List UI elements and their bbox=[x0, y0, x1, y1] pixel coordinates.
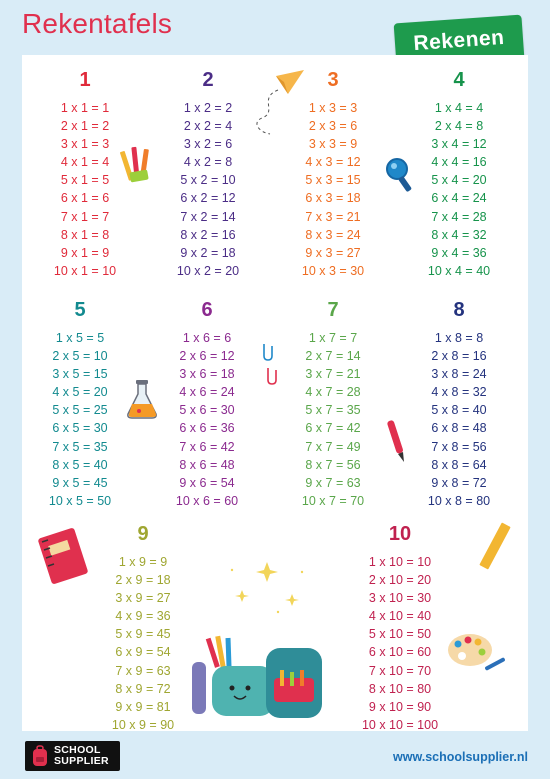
table-row: 8 x 10 = 80 bbox=[368, 681, 432, 696]
sparkle-icon bbox=[222, 560, 312, 620]
logo-line-2: SUPPLIER bbox=[54, 755, 109, 767]
school-supplies-icon bbox=[190, 632, 330, 722]
table-row: 6 x 6 = 36 bbox=[179, 421, 235, 436]
magnifier-icon bbox=[384, 156, 416, 196]
table-row: 3 x 3 = 9 bbox=[308, 137, 358, 152]
table-row: 8 x 6 = 48 bbox=[179, 457, 235, 472]
table-row: 7 x 1 = 7 bbox=[60, 209, 110, 224]
table-row: 8 x 9 = 72 bbox=[115, 681, 171, 696]
table-row: 1 x 1 = 1 bbox=[60, 101, 110, 115]
table-row: 1 x 9 = 9 bbox=[118, 555, 168, 569]
times-table-2 bbox=[163, 68, 253, 280]
table-row: 8 x 5 = 40 bbox=[52, 457, 108, 472]
table-row: 9 x 8 = 72 bbox=[431, 475, 487, 490]
table-number: 1 bbox=[79, 69, 91, 91]
table-row: 4 x 3 = 12 bbox=[305, 155, 361, 170]
table-row: 6 x 9 = 54 bbox=[115, 645, 171, 660]
table-row: 4 x 6 = 24 bbox=[179, 385, 235, 400]
table-row: 1 x 8 = 8 bbox=[434, 331, 484, 345]
table-row: 3 x 10 = 30 bbox=[368, 591, 432, 606]
table-row: 2 x 3 = 6 bbox=[308, 119, 358, 134]
table-row: 8 x 1 = 8 bbox=[60, 227, 110, 242]
table-row: 1 x 10 = 10 bbox=[368, 555, 432, 569]
table-row: 4 x 10 = 40 bbox=[368, 609, 432, 624]
table-row: 10 x 4 = 40 bbox=[427, 263, 491, 278]
table-number: 4 bbox=[453, 69, 465, 91]
backpack-icon bbox=[31, 745, 49, 767]
flask-icon bbox=[124, 378, 160, 420]
table-row: 7 x 2 = 14 bbox=[180, 209, 236, 224]
table-row: 9 x 4 = 36 bbox=[431, 245, 487, 260]
subject-badge: Rekenen bbox=[394, 15, 525, 68]
table-row: 7 x 4 = 28 bbox=[431, 209, 487, 224]
table-row: 3 x 5 = 15 bbox=[52, 367, 108, 382]
table-row: 3 x 8 = 24 bbox=[431, 367, 487, 382]
table-number: 3 bbox=[327, 69, 339, 91]
table-row: 2 x 2 = 4 bbox=[183, 119, 233, 134]
table-number: 8 bbox=[453, 299, 465, 321]
table-row: 7 x 10 = 70 bbox=[368, 663, 432, 678]
table-row: 10 x 2 = 20 bbox=[176, 263, 240, 278]
table-row: 5 x 5 = 25 bbox=[52, 403, 108, 418]
table-row: 6 x 7 = 42 bbox=[305, 421, 361, 436]
table-row: 9 x 6 = 54 bbox=[179, 475, 235, 490]
paper-plane-icon bbox=[248, 68, 308, 138]
schoolsupplier-logo bbox=[25, 741, 120, 771]
table-row: 6 x 1 = 6 bbox=[60, 191, 110, 206]
table-row: 6 x 2 = 12 bbox=[180, 191, 236, 206]
table-row: 4 x 1 = 4 bbox=[60, 155, 110, 170]
table-row: 3 x 6 = 18 bbox=[179, 367, 235, 382]
table-row: 8 x 8 = 64 bbox=[431, 457, 487, 472]
table-number: 5 bbox=[74, 299, 86, 321]
table-row: 6 x 4 = 24 bbox=[431, 191, 487, 206]
table-row: 7 x 7 = 49 bbox=[305, 439, 361, 454]
table-row: 8 x 2 = 16 bbox=[180, 227, 236, 242]
table-row: 1 x 6 = 6 bbox=[182, 331, 232, 345]
table-row: 10 x 5 = 50 bbox=[48, 493, 112, 508]
table-row: 8 x 7 = 56 bbox=[305, 457, 361, 472]
table-row: 8 x 4 = 32 bbox=[431, 227, 487, 242]
table-row: 4 x 4 = 16 bbox=[431, 155, 487, 170]
logo-line-1: SCHOOL bbox=[54, 744, 101, 756]
table-row: 4 x 5 = 20 bbox=[52, 385, 108, 400]
table-row: 2 x 4 = 8 bbox=[434, 119, 484, 134]
table-row: 2 x 8 = 16 bbox=[431, 349, 487, 364]
table-row: 1 x 5 = 5 bbox=[55, 331, 105, 345]
times-table-1 bbox=[40, 68, 130, 280]
times-table-9 bbox=[88, 522, 198, 734]
table-row: 5 x 8 = 40 bbox=[431, 403, 487, 418]
times-table-7 bbox=[288, 298, 378, 510]
table-row: 7 x 6 = 42 bbox=[179, 439, 235, 454]
table-row: 2 x 9 = 18 bbox=[115, 573, 171, 588]
table-number: 9 bbox=[137, 523, 149, 545]
table-row: 7 x 5 = 35 bbox=[52, 439, 108, 454]
times-table-5 bbox=[35, 298, 125, 510]
table-row: 2 x 6 = 12 bbox=[179, 349, 235, 364]
table-row: 8 x 3 = 24 bbox=[305, 227, 361, 242]
table-row: 5 x 9 = 45 bbox=[115, 627, 171, 642]
table-row: 5 x 6 = 30 bbox=[179, 403, 235, 418]
table-row: 9 x 9 = 81 bbox=[115, 699, 171, 714]
table-row: 3 x 9 = 27 bbox=[115, 591, 171, 606]
table-row: 7 x 3 = 21 bbox=[305, 209, 361, 224]
paperclip-icon bbox=[258, 340, 282, 388]
table-row: 2 x 10 = 20 bbox=[368, 573, 432, 588]
table-row: 7 x 8 = 56 bbox=[431, 439, 487, 454]
table-row: 2 x 7 = 14 bbox=[305, 349, 361, 364]
table-row: 2 x 1 = 2 bbox=[60, 119, 110, 134]
table-row: 2 x 5 = 10 bbox=[52, 349, 108, 364]
table-row: 5 x 3 = 15 bbox=[305, 173, 361, 188]
table-row: 4 x 8 = 32 bbox=[431, 385, 487, 400]
website-link[interactable]: www.schoolsupplier.nl bbox=[393, 750, 528, 764]
table-row: 1 x 2 = 2 bbox=[183, 101, 233, 115]
table-row: 5 x 1 = 5 bbox=[60, 173, 110, 188]
table-number: 7 bbox=[327, 299, 339, 321]
table-row: 6 x 5 = 30 bbox=[52, 421, 108, 436]
pencils-icon bbox=[120, 145, 156, 187]
table-row: 3 x 7 = 21 bbox=[305, 367, 361, 382]
table-row: 5 x 4 = 20 bbox=[431, 173, 487, 188]
table-row: 9 x 10 = 90 bbox=[368, 699, 432, 714]
table-row: 6 x 3 = 18 bbox=[305, 191, 361, 206]
times-table-10 bbox=[345, 522, 455, 734]
table-row: 9 x 1 = 9 bbox=[60, 245, 110, 260]
table-row: 7 x 9 = 63 bbox=[115, 663, 171, 678]
table-row: 10 x 9 = 90 bbox=[111, 717, 175, 732]
table-number: 2 bbox=[202, 69, 214, 91]
table-row: 1 x 7 = 7 bbox=[308, 331, 358, 345]
table-row: 10 x 1 = 10 bbox=[53, 263, 117, 278]
table-row: 10 x 6 = 60 bbox=[175, 493, 239, 508]
table-row: 3 x 2 = 6 bbox=[183, 137, 233, 152]
pen-icon bbox=[384, 418, 408, 464]
table-row: 6 x 10 = 60 bbox=[368, 645, 432, 660]
table-row: 10 x 3 = 30 bbox=[301, 263, 365, 278]
table-row: 3 x 4 = 12 bbox=[431, 137, 487, 152]
page-title: Rekentafels bbox=[22, 8, 173, 39]
ruler-icon bbox=[476, 522, 516, 572]
notebook-icon bbox=[38, 528, 88, 584]
table-number: 10 bbox=[388, 523, 412, 545]
table-row: 4 x 7 = 28 bbox=[305, 385, 361, 400]
table-row: 6 x 8 = 48 bbox=[431, 421, 487, 436]
times-table-8 bbox=[414, 298, 504, 510]
table-row: 10 x 8 = 80 bbox=[427, 493, 491, 508]
table-row: 1 x 3 = 3 bbox=[308, 101, 358, 115]
table-row: 4 x 2 = 8 bbox=[183, 155, 233, 170]
table-row: 1 x 4 = 4 bbox=[434, 101, 484, 115]
table-number: 6 bbox=[201, 299, 213, 321]
table-row: 10 x 7 = 70 bbox=[301, 493, 365, 508]
table-row: 5 x 2 = 10 bbox=[180, 173, 236, 188]
table-row: 5 x 10 = 50 bbox=[368, 627, 432, 642]
table-row: 9 x 7 = 63 bbox=[305, 475, 361, 490]
table-row: 9 x 2 = 18 bbox=[180, 245, 236, 260]
table-row: 4 x 9 = 36 bbox=[115, 609, 171, 624]
times-table-4 bbox=[414, 68, 504, 280]
times-table-6 bbox=[162, 298, 252, 510]
table-row: 9 x 3 = 27 bbox=[305, 245, 361, 260]
table-row: 10 x 10 = 100 bbox=[361, 717, 439, 732]
paint-palette-icon bbox=[446, 628, 508, 674]
table-row: 3 x 1 = 3 bbox=[60, 137, 110, 152]
table-row: 9 x 5 = 45 bbox=[52, 475, 108, 490]
table-row: 5 x 7 = 35 bbox=[305, 403, 361, 418]
